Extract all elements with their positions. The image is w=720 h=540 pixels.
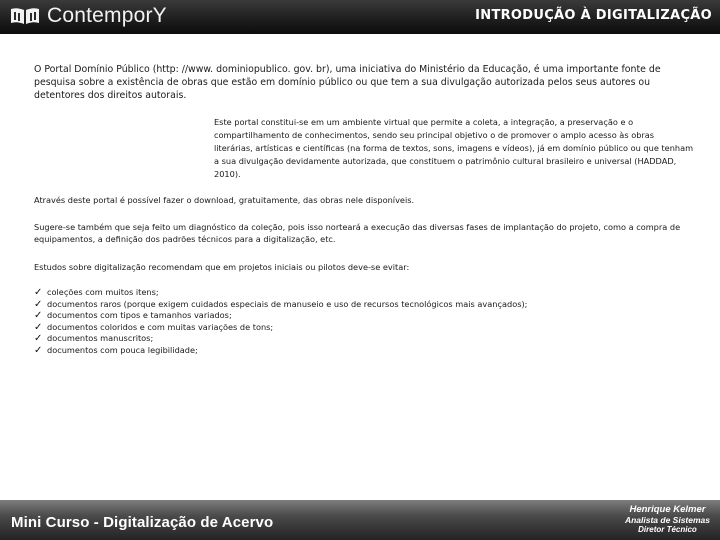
checkmark-icon: ✓	[34, 344, 43, 356]
author-role: Analista de Sistemas	[624, 515, 710, 525]
list-item	[34, 333, 696, 345]
list-item	[34, 299, 696, 311]
list-item-text: documentos manuscritos;	[47, 333, 154, 344]
list-item-text: coleções com muitos itens;	[47, 287, 159, 297]
checkmark-icon: ✓	[34, 333, 43, 345]
logo	[10, 4, 167, 28]
avoid-checklist	[34, 287, 696, 357]
intro-paragraph: O Portal Domínio Público (http: //www. dominiopublico. gov. br), uma iniciativa do Ministério da Educação, é uma importante fonte de pesquisa sobre a existência de obras que estão em domínio público ou que tem a sua divulgação autorizada pelos seus autores ou detentores dos direitos autorais.	[34, 64, 661, 101]
slide-content	[34, 63, 696, 357]
slide-title: INTRODUÇÃO À DIGITALIZAÇÃO	[475, 8, 712, 23]
list-item-text: documentos com pouca legibilidade;	[47, 344, 198, 355]
logo-text: ContemporY	[47, 4, 167, 27]
footer-bar	[0, 500, 720, 540]
list-item	[34, 310, 696, 322]
list-item	[34, 287, 696, 299]
author-block	[625, 504, 710, 535]
checkmark-icon: ✓	[34, 310, 43, 322]
checkmark-icon: ✓	[34, 298, 43, 310]
list-item-text: documentos com tipos e tamanhos variados;	[47, 310, 232, 321]
author-name: Henrique Kelmer	[629, 504, 706, 515]
author-title: Diretor Técnico	[638, 525, 697, 534]
checkmark-icon: ✓	[34, 321, 43, 333]
studies-paragraph: Estudos sobre digitalização recomendam que em projetos iniciais ou pilotos deve-se evitar:	[34, 262, 410, 272]
checkmark-icon: ✓	[34, 287, 43, 298]
list-item-text: documentos coloridos e com muitas variações de tons;	[47, 321, 274, 332]
list-item	[34, 345, 696, 357]
diagnostic-paragraph: Sugere-se também que seja feito um diagnóstico da coleção, pois isso norteará a execução das diversas fases de implantação do projeto, como a compra de equipamentos, a definição dos padrões técnicos para a digitalização, etc.	[34, 222, 681, 244]
course-title: Mini Curso - Digitalização de Acervo	[11, 514, 274, 531]
header-bar	[0, 0, 720, 34]
download-paragraph: Através deste portal é possível fazer o download, gratuitamente, das obras nele disponíveis.	[34, 195, 415, 205]
list-item	[34, 322, 696, 334]
quote-block: Este portal constitui-se em um ambiente virtual que permite a coleta, a integração, a preservação e o compartilhamento de conhecimentos, sendo seu principal objetivo o de promover o amplo acesso às obras literárias, artísticas e científicas (na forma de textos, sons, imagens e vídeos), já em domínio público ou que tenham a sua divulgação devidamente autorizada, que constituem o patrimônio cultural brasileiro e universal (HADDAD, 2010).	[214, 117, 694, 179]
open-book-icon	[10, 6, 40, 26]
list-item-text: documentos raros (porque exigem cuidados especiais de manuseio e uso de recursos tecnológicos mais avançados);	[47, 298, 528, 309]
